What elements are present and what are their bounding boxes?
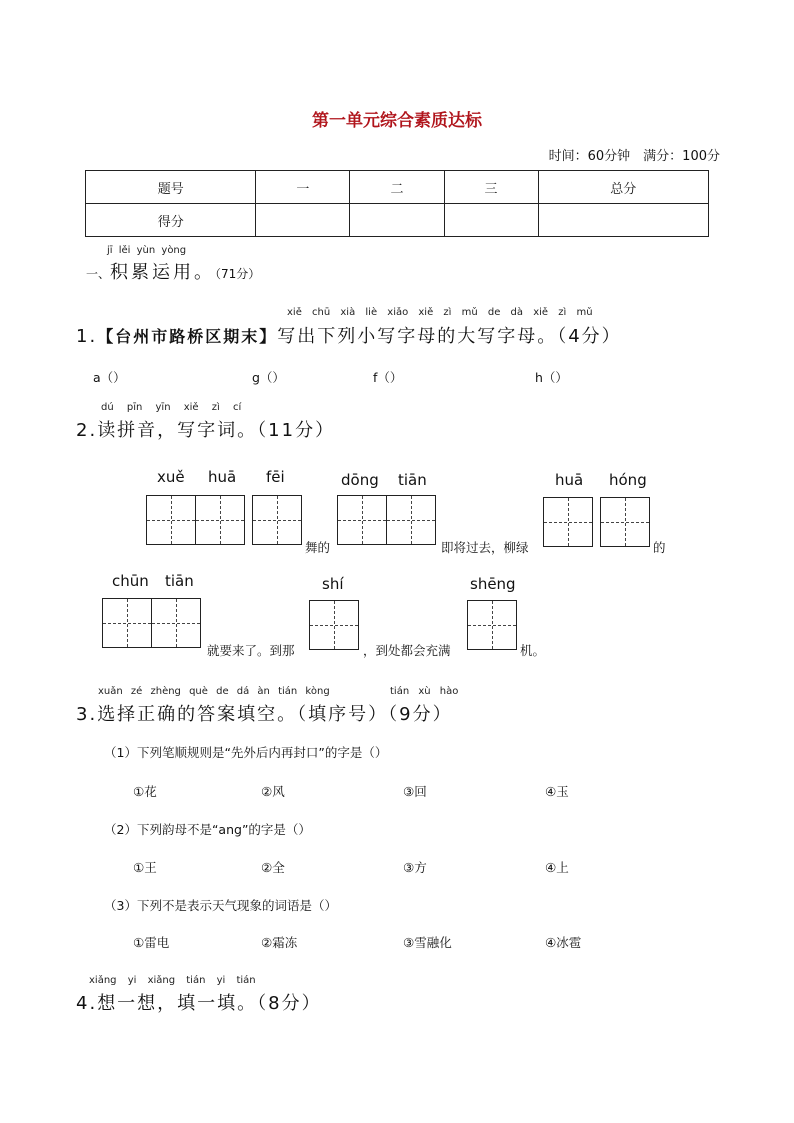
- q1-item[interactable]: g（）: [252, 370, 285, 385]
- q2-pinyin-word: chūn: [112, 572, 149, 590]
- q3-option[interactable]: ①雷电: [133, 935, 170, 950]
- q2-pinyin: dú pīn yīn xiě zì cí: [101, 402, 242, 413]
- q2-num: 2.: [76, 420, 98, 441]
- q2-pinyin-word: shí: [322, 575, 344, 593]
- q2-pinyin-word: hóng: [609, 471, 647, 489]
- score-input-cell[interactable]: [256, 204, 350, 237]
- q3-option[interactable]: ④上: [545, 860, 569, 875]
- section1-pinyin: jī lěi yùn yòng: [107, 245, 187, 256]
- q2-pinyin-word: huā: [555, 471, 584, 489]
- q4-text: 想一想，填一填。（8分）: [97, 993, 322, 1014]
- score-input-cell[interactable]: [444, 204, 538, 237]
- q4-num: 4.: [76, 993, 98, 1014]
- q2-text-piece: 即将过去，柳绿: [441, 540, 529, 555]
- q2-text-piece: 舞的: [305, 540, 331, 555]
- writing-grid[interactable]: [467, 600, 517, 650]
- q2-pinyin-word: tiān: [398, 471, 427, 489]
- q1-text: 写出下列小写字母的大写字母。: [277, 326, 558, 347]
- q3-heading: [76, 700, 453, 726]
- q2-pinyin-word: shēng: [470, 575, 516, 593]
- q3-pinyin: xuǎn zé zhèng què de dá àn tián kòng: [98, 686, 330, 697]
- q2-text: 读拼音，写字词。（11分）: [97, 420, 336, 441]
- writing-grid[interactable]: [600, 497, 650, 547]
- score-table-header-cell: 总分: [538, 171, 708, 204]
- section1-points: （71分）: [215, 267, 261, 281]
- score-input-cell[interactable]: [350, 204, 444, 237]
- q3-option[interactable]: ④玉: [545, 784, 569, 799]
- q3-option[interactable]: ③方: [403, 860, 427, 875]
- q2-text-piece: 机。: [520, 643, 546, 658]
- q3-text: 选择正确的答案填空。（填序号）（9分）: [97, 704, 453, 725]
- q2-pinyin-word: dōng: [341, 471, 379, 489]
- q1-heading: [76, 322, 622, 348]
- q3-option[interactable]: ②全: [261, 860, 285, 875]
- q4-heading: [76, 989, 322, 1015]
- writing-grid[interactable]: [309, 600, 359, 650]
- q2-pinyin-word: huā: [208, 468, 237, 486]
- q1-source: 【台州市路桥区期末】: [97, 327, 278, 346]
- q3-sub-question: （3）下列不是表示天气现象的词语是（）: [104, 898, 337, 913]
- q3-sub-question: （2）下列韵母不是“ang”的字是（）: [104, 822, 311, 837]
- q2-pinyin-word: xuě: [157, 468, 185, 486]
- q3-num: 3.: [76, 704, 98, 725]
- writing-grid[interactable]: [252, 495, 302, 545]
- q1-points: （4分）: [557, 326, 622, 347]
- q2-text-piece: 的: [653, 540, 666, 555]
- score-row-label: 得分: [86, 204, 256, 237]
- q3-option[interactable]: ①花: [133, 784, 157, 799]
- q3-option[interactable]: ②风: [261, 784, 285, 799]
- score-table-header-cell: 二: [350, 171, 444, 204]
- q3-pinyin-2: tián xù hào: [390, 686, 459, 697]
- section1-title: 积累运用。: [110, 262, 216, 283]
- q3-option[interactable]: ④冰雹: [545, 935, 582, 950]
- page-title: 第一单元综合素质达标: [312, 111, 482, 131]
- section1-heading: [86, 258, 260, 284]
- score-table-score-row: [86, 204, 709, 237]
- q3-option[interactable]: ①王: [133, 860, 157, 875]
- writing-grid[interactable]: [102, 598, 201, 648]
- q1-item[interactable]: a（）: [93, 370, 126, 385]
- q3-option[interactable]: ②霜冻: [261, 935, 298, 950]
- q2-text-piece: 就要来了。到那: [207, 643, 295, 658]
- q1-item[interactable]: h（）: [535, 370, 568, 385]
- score-table-header-cell: 三: [444, 171, 538, 204]
- q2-text-piece: ，到处都会充满: [363, 643, 451, 658]
- q2-pinyin-word: tiān: [165, 572, 194, 590]
- writing-grid[interactable]: [543, 497, 593, 547]
- q3-sub-question: （1）下列笔顺规则是“先外后内再封口”的字是（）: [104, 745, 388, 760]
- score-table-header-cell: 一: [256, 171, 350, 204]
- q3-option[interactable]: ③回: [403, 784, 427, 799]
- writing-grid[interactable]: [146, 495, 245, 545]
- score-table: [85, 170, 709, 237]
- q2-pinyin-word: fēi: [266, 468, 285, 486]
- score-input-cell[interactable]: [538, 204, 708, 237]
- q4-pinyin: xiǎng yi xiǎng tián yi tián: [89, 975, 256, 986]
- writing-grid[interactable]: [337, 495, 436, 545]
- score-table-header-cell: 题号: [86, 171, 256, 204]
- section1-num: 一、: [86, 267, 111, 281]
- q1-item[interactable]: f（）: [373, 370, 403, 385]
- q1-num: 1.: [76, 326, 98, 347]
- score-table-header-row: [86, 171, 709, 204]
- q2-heading: [76, 416, 335, 442]
- time-info: 时间：60分钟 满分：100分: [548, 149, 720, 164]
- q1-pinyin: xiě chū xià liè xiǎo xiě zì mǔ de dà xiě zì mǔ: [287, 307, 593, 318]
- q3-option[interactable]: ③雪融化: [403, 935, 452, 950]
